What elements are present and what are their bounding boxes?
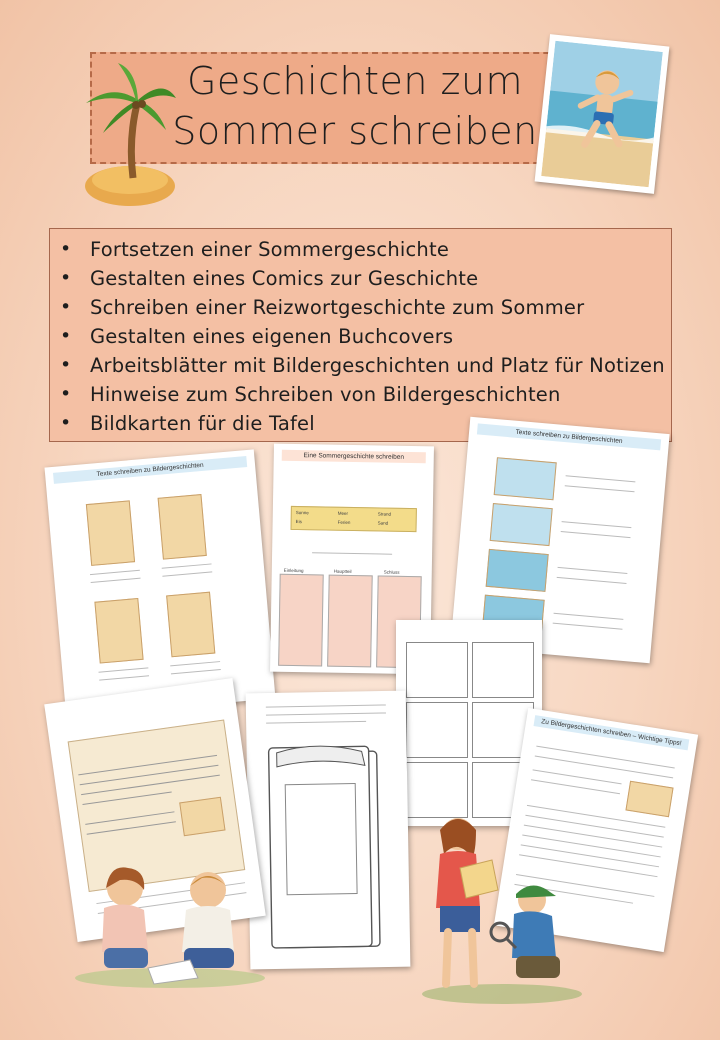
feature-item: • Fortsetzen einer Sommergeschichte: [50, 235, 671, 264]
boy-running-icon: [541, 41, 663, 188]
story-picture: [490, 503, 553, 546]
feature-item: • Bildkarten für die Tafel: [50, 409, 671, 438]
sheet-title: Eine Sommergeschichte schreiben: [282, 450, 426, 464]
book-outline-icon: [246, 691, 411, 970]
beach-boy-image: [535, 34, 670, 194]
word-box: Sonne Meer Strand Eis Ferien Sand: [290, 506, 416, 532]
story-picture: [486, 549, 549, 592]
sheet-title: Texte schreiben zu Bildergeschichten: [477, 423, 661, 450]
sheet-title: Texte schreiben zu Bildergeschichten: [53, 456, 247, 484]
title-line-2: Sommer schreiben: [172, 109, 538, 153]
story-picture: [179, 797, 225, 837]
page-title: [150, 56, 560, 156]
feature-item: • Arbeitsblätter mit Bildergeschichten und Platz für Notizen: [50, 351, 671, 380]
feature-item: • Schreiben einer Reizwortgeschichte zum Sommer: [50, 293, 671, 322]
story-picture: [86, 500, 135, 566]
story-picture: [94, 598, 143, 664]
worksheet-sommergeschichte: Eine Sommergeschichte schreiben Sonne Meer Strand Eis Ferien Sand Einleitung Hauptteil Schluss: [270, 444, 434, 675]
feature-item: • Gestalten eines eigenen Buchcovers: [50, 322, 671, 351]
column-box: [327, 575, 373, 668]
story-picture: [158, 494, 207, 560]
column-box: [278, 574, 324, 667]
children-writing-illustration: [70, 860, 270, 990]
title-line-1: Geschichten zum: [186, 59, 524, 103]
feature-item: • Gestalten eines Comics zur Geschichte: [50, 264, 671, 293]
worksheet-bilder-left: [45, 449, 276, 716]
story-picture: [494, 457, 557, 500]
story-picture: [166, 592, 215, 658]
children-treasure-hunt-illustration: [412, 808, 582, 1004]
tip-picture: [625, 781, 673, 818]
sheet-title: Zu Bildergeschichten schreiben – Wichtige Tipps!: [534, 715, 690, 750]
feature-list: [49, 228, 672, 442]
worksheet-buchcover: [246, 691, 411, 970]
feature-item: • Hinweise zum Schreiben von Bildergeschichten: [50, 380, 671, 409]
